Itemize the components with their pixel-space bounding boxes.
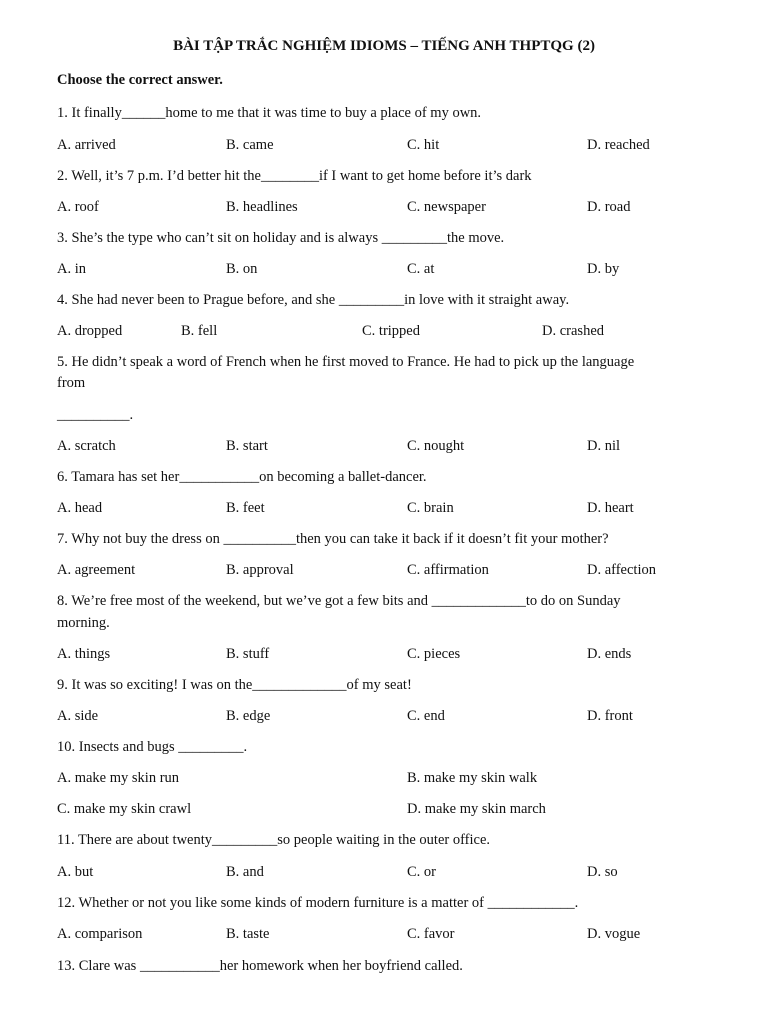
option-6c: C. brain bbox=[407, 500, 454, 516]
option-8b: B. stuff bbox=[226, 646, 270, 662]
question-7: 7. Why not buy the dress on __________then you can take it back if it doesn’t fit your mother? bbox=[57, 531, 609, 547]
option-10d: D. make my skin march bbox=[407, 801, 546, 817]
option-2b: B. headlines bbox=[226, 199, 298, 215]
question-10: 10. Insects and bugs _________. bbox=[57, 739, 248, 755]
option-9a: A. side bbox=[57, 708, 99, 724]
option-10c: C. make my skin crawl bbox=[57, 801, 192, 817]
option-4c: C. tripped bbox=[362, 323, 420, 339]
option-11d: D. so bbox=[587, 864, 618, 880]
option-9c: C. end bbox=[407, 708, 445, 724]
question-5-line-3: __________. bbox=[57, 407, 134, 423]
question-8-line-2: morning. bbox=[57, 615, 110, 631]
option-2d: D. road bbox=[587, 199, 631, 215]
option-9b: B. edge bbox=[226, 708, 271, 724]
question-6: 6. Tamara has set her___________on becoming a ballet-dancer. bbox=[57, 469, 427, 485]
option-12b: B. taste bbox=[226, 926, 270, 942]
question-8-line-1: 8. We’re free most of the weekend, but we’ve got a few bits and _____________to do on Sunday bbox=[57, 593, 621, 609]
question-13: 13. Clare was ___________her homework when her boyfriend called. bbox=[57, 958, 463, 974]
question-1: 1. It finally______home to me that it was time to buy a place of my own. bbox=[57, 105, 482, 121]
option-1d: D. reached bbox=[587, 137, 650, 153]
question-5-line-2: from bbox=[57, 375, 86, 391]
option-6b: B. feet bbox=[226, 500, 265, 516]
option-8c: C. pieces bbox=[407, 646, 461, 662]
question-11: 11. There are about twenty_________so people waiting in the outer office. bbox=[57, 832, 491, 848]
question-12: 12. Whether or not you like some kinds of modern furniture is a matter of ____________. bbox=[57, 895, 579, 911]
option-10b: B. make my skin walk bbox=[407, 770, 538, 786]
option-11b: B. and bbox=[226, 864, 264, 880]
option-3d: D. by bbox=[587, 261, 620, 277]
option-5a: A. scratch bbox=[57, 438, 116, 454]
option-11c: C. or bbox=[407, 864, 436, 880]
option-3c: C. at bbox=[407, 261, 435, 277]
option-9d: D. front bbox=[587, 708, 633, 724]
option-2a: A. roof bbox=[57, 199, 99, 215]
option-12a: A. comparison bbox=[57, 926, 143, 942]
question-3: 3. She’s the type who can’t sit on holiday and is always _________the move. bbox=[57, 230, 505, 246]
option-6d: D. heart bbox=[587, 500, 634, 516]
question-2: 2. Well, it’s 7 p.m. I’d better hit the________if I want to get home before it’s dark bbox=[57, 168, 532, 184]
instruction: Choose the correct answer. bbox=[57, 72, 223, 88]
option-4b: B. fell bbox=[181, 323, 218, 339]
option-7c: C. affirmation bbox=[407, 562, 489, 578]
option-5b: B. start bbox=[226, 438, 268, 454]
option-12d: D. vogue bbox=[587, 926, 641, 942]
option-3a: A. in bbox=[57, 261, 86, 277]
question-5-line-1: 5. He didn’t speak a word of French when he first moved to France. He had to pick up the language bbox=[57, 354, 635, 370]
option-1c: C. hit bbox=[407, 137, 440, 153]
option-5d: D. nil bbox=[587, 438, 621, 454]
option-8d: D. ends bbox=[587, 646, 632, 662]
option-11a: A. but bbox=[57, 864, 94, 880]
option-1b: B. came bbox=[226, 137, 274, 153]
page-title: BÀI TẬP TRẮC NGHIỆM IDIOMS – TIẾNG ANH THPTQG (2) bbox=[173, 38, 595, 54]
option-4a: A. dropped bbox=[57, 323, 123, 339]
option-6a: A. head bbox=[57, 500, 103, 516]
option-2c: C. newspaper bbox=[407, 199, 486, 215]
option-8a: A. things bbox=[57, 646, 111, 662]
option-1a: A. arrived bbox=[57, 137, 116, 153]
option-3b: B. on bbox=[226, 261, 258, 277]
option-5c: C. nought bbox=[407, 438, 465, 454]
option-4d: D. crashed bbox=[542, 323, 605, 339]
option-7b: B. approval bbox=[226, 562, 294, 578]
option-10a: A. make my skin run bbox=[57, 770, 180, 786]
option-7d: D. affection bbox=[587, 562, 656, 578]
option-12c: C. favor bbox=[407, 926, 455, 942]
question-4: 4. She had never been to Prague before, and she _________in love with it straight away. bbox=[57, 292, 570, 308]
option-7a: A. agreement bbox=[57, 562, 136, 578]
question-9: 9. It was so exciting! I was on the_____________of my seat! bbox=[57, 677, 412, 693]
